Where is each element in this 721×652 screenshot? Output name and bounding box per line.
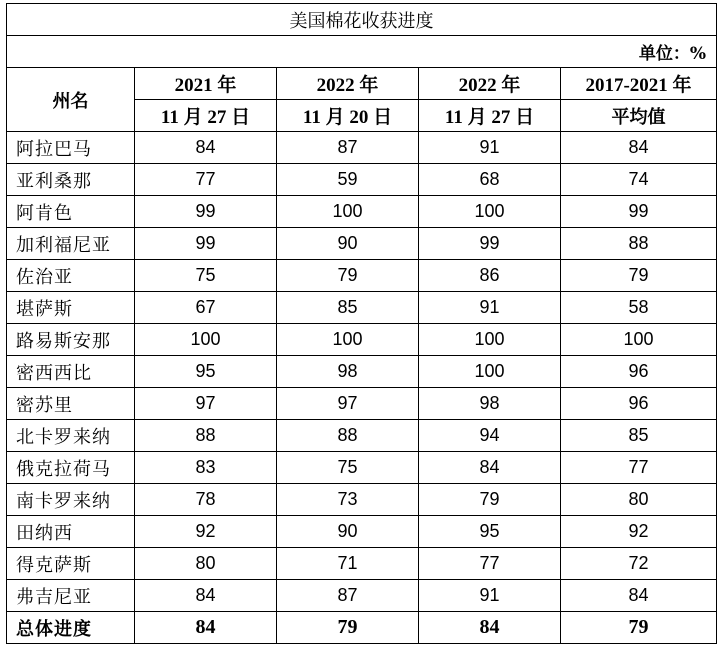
value-cell: 98 <box>419 388 561 420</box>
value-cell: 71 <box>277 548 419 580</box>
value-cell: 100 <box>419 356 561 388</box>
value-cell: 91 <box>419 292 561 324</box>
value-cell: 74 <box>561 164 717 196</box>
table-row <box>7 228 717 260</box>
title-row <box>7 4 717 36</box>
value-cell: 100 <box>561 324 717 356</box>
state-name-cell: 弗吉尼亚 <box>7 580 135 612</box>
cotton-harvest-table <box>6 3 717 644</box>
table-row <box>7 388 717 420</box>
state-name-cell: 堪萨斯 <box>7 292 135 324</box>
column-header-date: 11 月 27 日 <box>419 100 561 132</box>
value-cell: 97 <box>277 388 419 420</box>
table-row <box>7 484 717 516</box>
value-cell: 95 <box>135 356 277 388</box>
value-cell: 88 <box>561 228 717 260</box>
value-cell: 88 <box>135 420 277 452</box>
table-row <box>7 516 717 548</box>
value-cell: 80 <box>135 548 277 580</box>
value-cell: 91 <box>419 132 561 164</box>
table-row <box>7 580 717 612</box>
value-cell: 100 <box>135 324 277 356</box>
value-cell: 85 <box>561 420 717 452</box>
value-cell: 100 <box>277 324 419 356</box>
value-cell: 100 <box>419 196 561 228</box>
value-cell: 100 <box>277 196 419 228</box>
value-cell: 90 <box>277 516 419 548</box>
total-value-cell: 84 <box>419 612 561 644</box>
value-cell: 79 <box>561 260 717 292</box>
table-row <box>7 260 717 292</box>
value-cell: 75 <box>135 260 277 292</box>
table-row <box>7 292 717 324</box>
value-cell: 84 <box>135 580 277 612</box>
column-header-year: 2017-2021 年 <box>561 68 717 100</box>
value-cell: 79 <box>419 484 561 516</box>
total-value-cell: 79 <box>561 612 717 644</box>
column-header-year: 2022 年 <box>419 68 561 100</box>
table-row <box>7 132 717 164</box>
state-name-cell: 加利福尼亚 <box>7 228 135 260</box>
value-cell: 98 <box>277 356 419 388</box>
value-cell: 83 <box>135 452 277 484</box>
value-cell: 96 <box>561 388 717 420</box>
value-cell: 84 <box>561 580 717 612</box>
value-cell: 92 <box>135 516 277 548</box>
value-cell: 99 <box>135 228 277 260</box>
state-name-cell: 田纳西 <box>7 516 135 548</box>
value-cell: 80 <box>561 484 717 516</box>
state-name-cell: 阿拉巴马 <box>7 132 135 164</box>
value-cell: 84 <box>135 132 277 164</box>
value-cell: 77 <box>419 548 561 580</box>
total-value-cell: 84 <box>135 612 277 644</box>
value-cell: 77 <box>561 452 717 484</box>
value-cell: 78 <box>135 484 277 516</box>
value-cell: 85 <box>277 292 419 324</box>
total-label: 总体进度 <box>7 612 135 644</box>
state-name-cell: 北卡罗来纳 <box>7 420 135 452</box>
value-cell: 87 <box>277 580 419 612</box>
value-cell: 73 <box>277 484 419 516</box>
total-row <box>7 612 717 644</box>
state-name-cell: 亚利桑那 <box>7 164 135 196</box>
value-cell: 96 <box>561 356 717 388</box>
value-cell: 99 <box>419 228 561 260</box>
value-cell: 59 <box>277 164 419 196</box>
unit-row <box>7 36 717 68</box>
column-header-year: 2022 年 <box>277 68 419 100</box>
value-cell: 67 <box>135 292 277 324</box>
value-cell: 75 <box>277 452 419 484</box>
unit-label: 单位：% <box>7 36 717 68</box>
value-cell: 88 <box>277 420 419 452</box>
table-row <box>7 164 717 196</box>
state-name-cell: 俄克拉荷马 <box>7 452 135 484</box>
value-cell: 87 <box>277 132 419 164</box>
state-name-cell: 路易斯安那 <box>7 324 135 356</box>
value-cell: 95 <box>419 516 561 548</box>
value-cell: 72 <box>561 548 717 580</box>
table-row <box>7 420 717 452</box>
table-row <box>7 452 717 484</box>
value-cell: 68 <box>419 164 561 196</box>
state-name-cell: 密苏里 <box>7 388 135 420</box>
value-cell: 91 <box>419 580 561 612</box>
header-row-1 <box>7 68 717 100</box>
column-header-year: 2021 年 <box>135 68 277 100</box>
column-header-state: 州名 <box>7 68 135 132</box>
state-name-cell: 南卡罗来纳 <box>7 484 135 516</box>
value-cell: 90 <box>277 228 419 260</box>
value-cell: 100 <box>419 324 561 356</box>
table-row <box>7 356 717 388</box>
table-row <box>7 324 717 356</box>
value-cell: 58 <box>561 292 717 324</box>
column-header-date: 平均值 <box>561 100 717 132</box>
value-cell: 79 <box>277 260 419 292</box>
table-row <box>7 548 717 580</box>
total-value-cell: 79 <box>277 612 419 644</box>
state-name-cell: 阿肯色 <box>7 196 135 228</box>
value-cell: 99 <box>135 196 277 228</box>
value-cell: 86 <box>419 260 561 292</box>
value-cell: 92 <box>561 516 717 548</box>
value-cell: 84 <box>561 132 717 164</box>
table-body <box>7 132 717 644</box>
value-cell: 97 <box>135 388 277 420</box>
state-name-cell: 密西西比 <box>7 356 135 388</box>
state-name-cell: 佐治亚 <box>7 260 135 292</box>
table-row <box>7 196 717 228</box>
column-header-date: 11 月 20 日 <box>277 100 419 132</box>
value-cell: 77 <box>135 164 277 196</box>
value-cell: 84 <box>419 452 561 484</box>
value-cell: 94 <box>419 420 561 452</box>
value-cell: 99 <box>561 196 717 228</box>
column-header-date: 11 月 27 日 <box>135 100 277 132</box>
table-title: 美国棉花收获进度 <box>7 4 717 36</box>
state-name-cell: 得克萨斯 <box>7 548 135 580</box>
